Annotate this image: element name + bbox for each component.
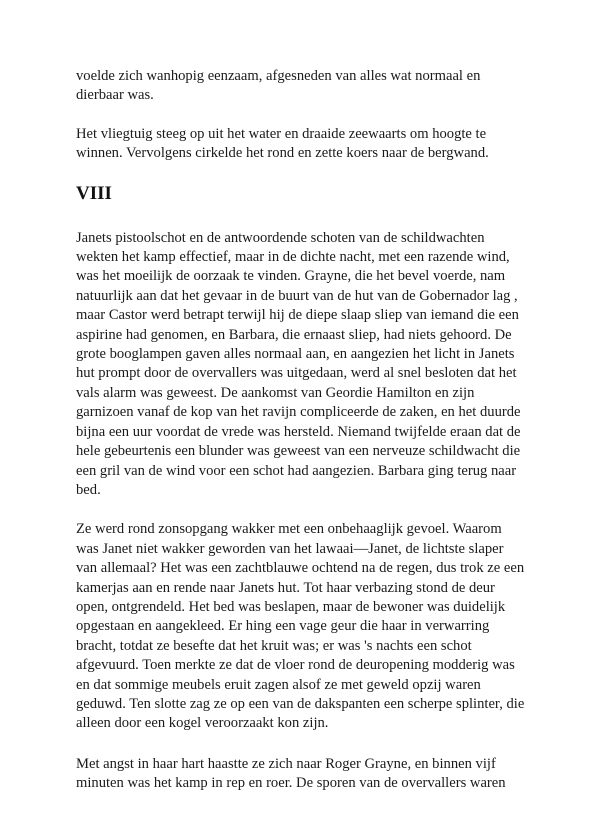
paragraph-5: Met angst in haar hart haastte ze zich naar Roger Grayne, en binnen vijf minuten was het kamp in rep en roer. De sporen van de overvallers waren: [76, 755, 506, 792]
document-body: [76, 67, 528, 813]
paragraph-3: Janets pistoolschot en de antwoordende schoten van de schildwachten wekten het kamp effectief, maar in de dichte nacht, met een razende wind, was het moeilijk de oorzaak te vinden. Grayne, die het bevel voerde, nam natuurlijk aan dat het gevaar in de buurt van de hut van de Gobernador lag , maar Castor werd betrapt terwijl hij de diepe slaap sliep van iemand die een aspirine had genomen, en Barbara, die ernaast sliep, had niets gehoord. De grote booglampen gaven alles normaal aan, en aangezien het licht in Janets hut prompt door de overvallers was uitgedaan, werd al snel besloten dat het vals alarm was geweest. De aankomst van Geordie Hamilton en zijn garnizoen vanaf de kop van het ravijn compliceerde de zaken, en het duurde bijna een uur voordat de vrede was hersteld. Niemand twijfelde eraan dat de hele gebeurtenis een blunder was geweest van een nerveuze schildwacht die een gril van de wind voor een schot had aangezien. Barbara ging terug naar bed.: [76, 229, 521, 498]
paragraph-1: voelde zich wanhopig eenzaam, afgesneden van alles wat normaal en dierbaar was.: [76, 68, 481, 104]
chapter-heading: VIII: [76, 182, 112, 204]
paragraph-2: Het vliegtuig steeg op uit het water en draaide zeewaarts om hoogte te winnen. Vervolgens cirkelde het rond en zette koers naar de bergwand.: [76, 125, 489, 162]
paragraph-4: Ze werd rond zonsopgang wakker met een onbehaaglijk gevoel. Waarom was Janet niet wakker geworden van het lawaai—Janet, de lichtste slaper van allemaal? Het was een zachtblauwe ochtend na de regen, dus trok ze een kamerjas aan en rende naar Janets hut. Tot haar verbazing stond de deur open, ontgrendeld. Het bed was beslapen, maar de bewoner was duidelijk opgestaan en aangekleed. Er hing een vage geur die haar in verwarring bracht, totdat ze besefte dat het kruit was; er was 's nachts een schot afgevuurd. Toen merkte ze dat de vloer rond de deuropening modderig was en dat sommige meubels eruit zagen alsof ze met geweld opzij waren geduwd. Ten slotte zag ze op een van de dakspanten een scherpe splinter, die alleen door een kogel veroorzaakt kon zijn.: [76, 521, 525, 732]
